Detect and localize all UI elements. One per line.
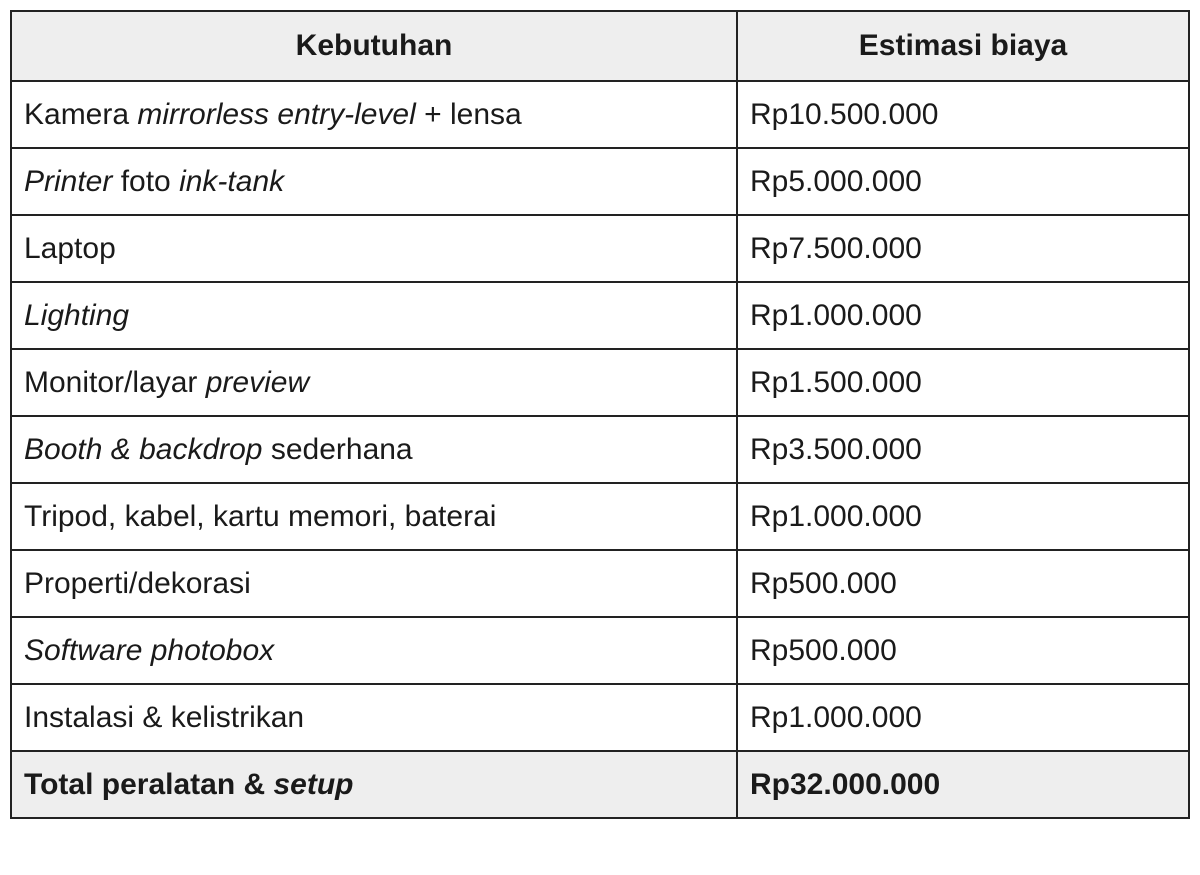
cost-cell: Rp10.500.000 [737,81,1189,148]
italic-text: Software photobox [24,633,275,667]
table-row [11,483,1189,550]
cost-cell: Rp500.000 [737,617,1189,684]
total-cost: Rp32.000.000 [737,751,1189,818]
total-row [11,751,1189,818]
table-row [11,282,1189,349]
italic-text: mirrorless entry-level [137,97,416,131]
cost-cell: Rp5.000.000 [737,148,1189,215]
item-cell [11,416,737,483]
table-row [11,550,1189,617]
text-segment: sederhana [262,432,413,466]
italic-text: Lighting [24,298,130,332]
italic-text: setup [273,767,354,801]
cost-cell: Rp1.000.000 [737,684,1189,751]
item-cell [11,282,737,349]
table-row [11,81,1189,148]
text-segment: Laptop [24,231,116,265]
table-row [11,215,1189,282]
italic-text: preview [205,365,310,399]
item-cell [11,215,737,282]
italic-text: Printer [24,164,113,198]
item-cell [11,483,737,550]
header-estimasi-biaya: Estimasi biaya [737,11,1189,81]
cost-cell: Rp1.500.000 [737,349,1189,416]
header-kebutuhan: Kebutuhan [11,11,737,81]
table-body [11,81,1189,751]
item-cell [11,349,737,416]
item-cell [11,81,737,148]
text-segment: Instalasi & kelistrikan [24,700,305,734]
text-segment: Kamera [24,97,138,131]
table-row [11,617,1189,684]
text-segment: Tripod, kabel, kartu memori, baterai [24,499,497,533]
item-cell [11,684,737,751]
text-segment: + lensa [415,97,522,131]
table-header-row [11,11,1189,81]
table-row [11,148,1189,215]
table-row [11,349,1189,416]
cost-cell: Rp7.500.000 [737,215,1189,282]
text-segment: Monitor/layar [24,365,206,399]
table-row [11,684,1189,751]
total-label [11,751,737,818]
cost-cell: Rp1.000.000 [737,282,1189,349]
cost-cell: Rp1.000.000 [737,483,1189,550]
cost-cell: Rp500.000 [737,550,1189,617]
item-cell [11,148,737,215]
cost-table-container [10,10,1188,819]
table-row [11,416,1189,483]
text-segment: Total peralatan & [24,767,274,801]
item-cell [11,550,737,617]
italic-text: ink-tank [179,164,285,198]
italic-text: Booth & backdrop [24,432,263,466]
text-segment: Properti/dekorasi [24,566,251,600]
cost-estimate-table [10,10,1190,819]
text-segment: foto [112,164,180,198]
item-cell [11,617,737,684]
cost-cell: Rp3.500.000 [737,416,1189,483]
